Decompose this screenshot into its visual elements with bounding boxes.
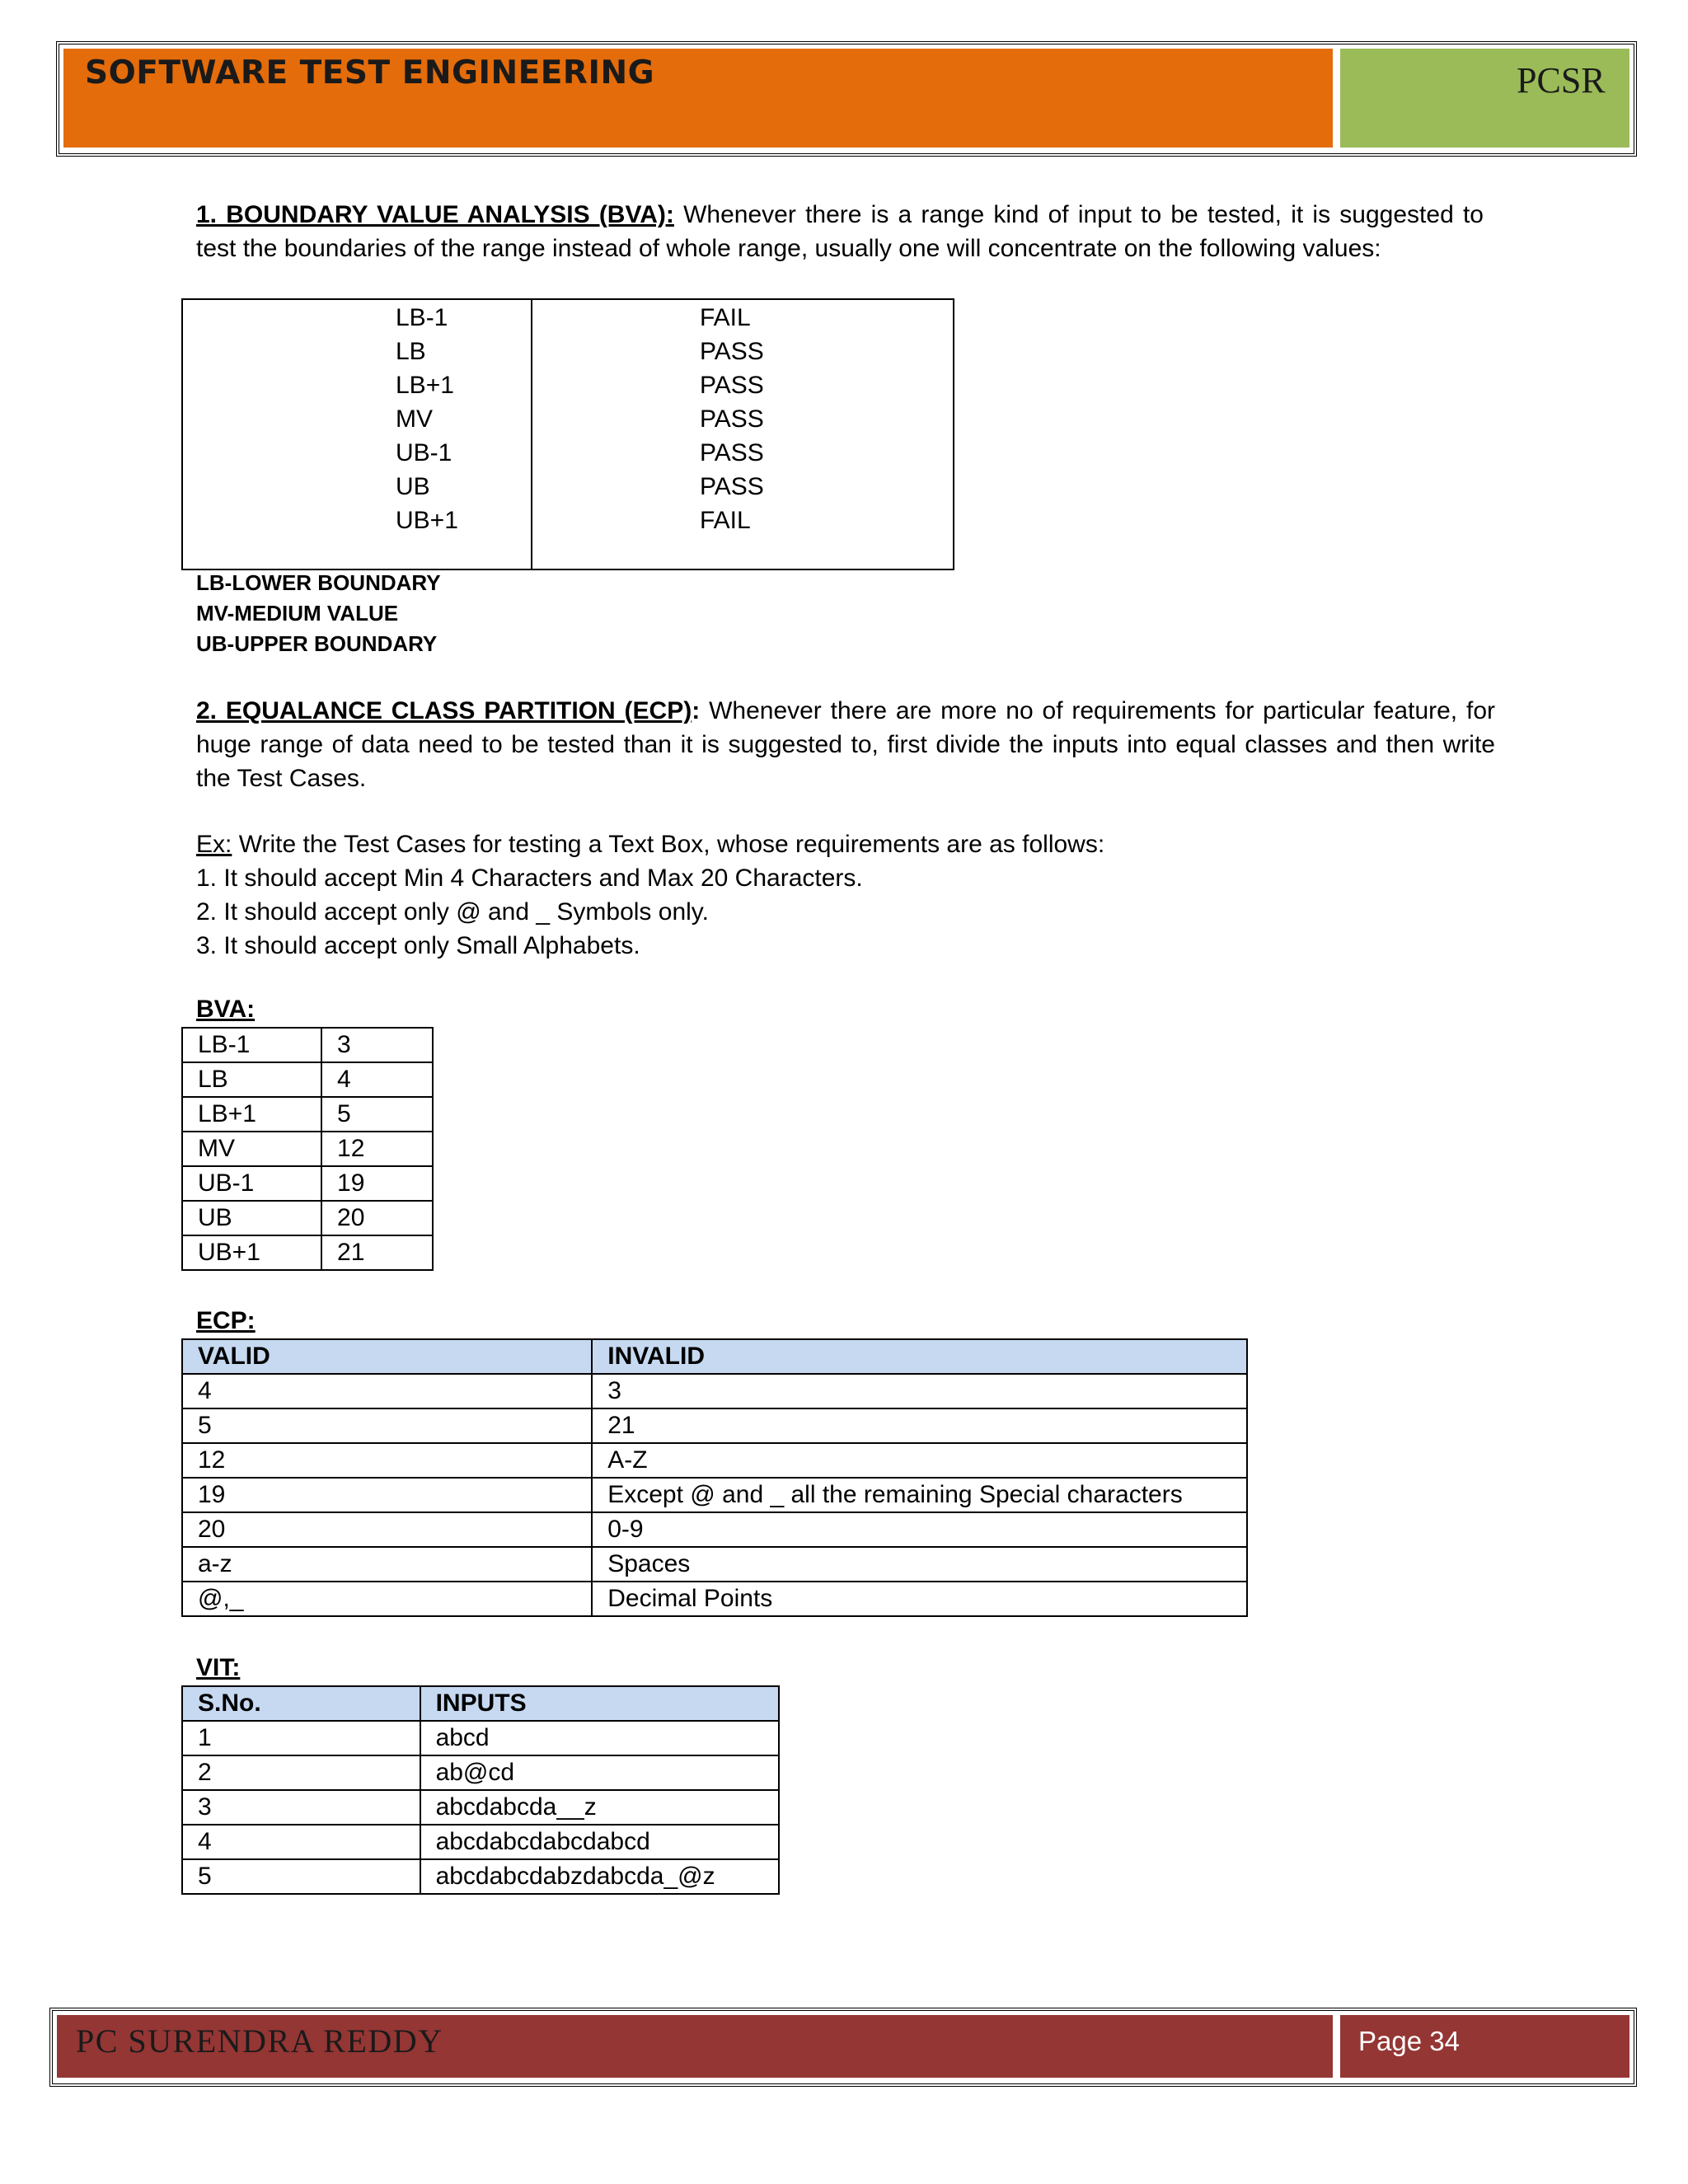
table-row [182, 1097, 433, 1132]
bva-result: PASS [700, 372, 764, 399]
table-cell: 3 [592, 1374, 1247, 1408]
page-number: Page 34 [1358, 2026, 1460, 2056]
table-cell: A-Z [592, 1443, 1247, 1478]
ecp-heading-colon: : [692, 697, 701, 724]
table-cell: a-z [182, 1547, 592, 1582]
bva-value: LB+1 [396, 372, 454, 399]
table-cell: 20 [321, 1201, 433, 1235]
table-cell: LB-1 [182, 1028, 321, 1062]
table-cell: 5 [321, 1097, 433, 1132]
table-cell: 4 [321, 1062, 433, 1097]
table-row [182, 1166, 433, 1201]
bva-result: FAIL [700, 507, 751, 534]
table-row [182, 1547, 1247, 1582]
table-cell: ab@cd [420, 1755, 779, 1790]
bva-text: Whenever there is a range kind of input to be tested, it is suggested to test the boundaries of the range instead of whole range, usually one will concentrate on the following values: [196, 201, 1484, 262]
requirement-item: 1. It should accept Min 4 Characters and Max 20 Characters. [196, 865, 863, 892]
legend-item: MV-MEDIUM VALUE [196, 601, 399, 626]
table-row [182, 1062, 433, 1097]
bva-value: LB-1 [396, 304, 448, 331]
header-cell: INPUTS [420, 1686, 779, 1721]
table-header-row [182, 1686, 779, 1721]
bva-paragraph [196, 198, 1484, 265]
table-cell: UB+1 [182, 1235, 321, 1270]
table-cell: LB [182, 1062, 321, 1097]
ecp-table [181, 1338, 1248, 1617]
header-cell: INVALID [592, 1339, 1247, 1374]
table-cell: 3 [182, 1790, 420, 1825]
header-cell: VALID [182, 1339, 592, 1374]
ecp-heading: 2. EQUALANCE CLASS PARTITION (ECP) [196, 697, 692, 724]
table-cell: @,_ [182, 1582, 592, 1616]
table-cell: 4 [182, 1825, 420, 1859]
table-cell: LB+1 [182, 1097, 321, 1132]
bva-table-label: BVA: [196, 996, 256, 1023]
bva-value: LB [396, 338, 426, 365]
table-cell: UB [182, 1201, 321, 1235]
footer-author: PC SURENDRA REDDY [76, 2022, 443, 2060]
bva-legend [196, 568, 441, 659]
bva-results-column [700, 301, 764, 537]
bva-value: MV [396, 405, 433, 433]
table-row [182, 1374, 1247, 1408]
table-cell: abcd [420, 1721, 779, 1755]
table-cell: abcdabcda__z [420, 1790, 779, 1825]
table-row [182, 1478, 1247, 1512]
bva-values-column [396, 301, 458, 537]
table-cell: 19 [182, 1478, 592, 1512]
table-cell: 2 [182, 1755, 420, 1790]
example-label: Ex: [196, 831, 232, 858]
document-title: SOFTWARE TEST ENGINEERING [85, 54, 655, 91]
table-cell: 5 [182, 1859, 420, 1894]
table-cell: abcdabcdabcdabcd [420, 1825, 779, 1859]
legend-item: UB-UPPER BOUNDARY [196, 631, 438, 656]
table-cell: Except @ and _ all the remaining Special characters [592, 1478, 1247, 1512]
bva-values-table [181, 298, 954, 570]
table-cell: 21 [592, 1408, 1247, 1443]
table-row [182, 1028, 433, 1062]
ecp-text: Whenever there are more no of requirements for particular feature, for huge range of data need to be tested than it is suggested to, first divide the inputs into equal classes and then write the Test Cases. [196, 697, 1496, 792]
table-row [182, 1132, 433, 1166]
bva-table [181, 1027, 434, 1271]
bva-value: UB+1 [396, 507, 458, 534]
brand-mark: PCSR [1517, 60, 1606, 101]
bva-result: PASS [700, 439, 764, 466]
table-cell: 12 [321, 1132, 433, 1166]
bva-value: UB-1 [396, 439, 452, 466]
table-row [182, 1721, 779, 1755]
table-cell: MV [182, 1132, 321, 1166]
bva-result: PASS [700, 338, 764, 365]
table-cell: 5 [182, 1408, 592, 1443]
table-cell: abcdabcdabzdabcda_@z [420, 1859, 779, 1894]
bva-value: UB [396, 473, 430, 500]
requirement-item: 3. It should accept only Small Alphabets. [196, 932, 640, 959]
table-cell: 19 [321, 1166, 433, 1201]
vit-table-label: VIT: [196, 1654, 241, 1681]
table-row [182, 1790, 779, 1825]
example-block [196, 827, 1495, 963]
ecp-table-label: ECP: [196, 1307, 256, 1334]
table-row [182, 1443, 1247, 1478]
bva-result: PASS [700, 473, 764, 500]
header-cell: S.No. [182, 1686, 420, 1721]
table-row [182, 1408, 1247, 1443]
table-cell: 1 [182, 1721, 420, 1755]
table-cell: 12 [182, 1443, 592, 1478]
table-row [182, 1512, 1247, 1547]
table-row [182, 1755, 779, 1790]
table-cell: 20 [182, 1512, 592, 1547]
table-row [182, 1235, 433, 1270]
table-cell: Spaces [592, 1547, 1247, 1582]
table-row [182, 1859, 779, 1894]
table-cell: 0-9 [592, 1512, 1247, 1547]
table-cell: UB-1 [182, 1166, 321, 1201]
table-row [182, 1825, 779, 1859]
table-cell: 4 [182, 1374, 592, 1408]
table-cell: 3 [321, 1028, 433, 1062]
bva-heading: 1. BOUNDARY VALUE ANALYSIS (BVA): [196, 201, 674, 228]
bva-result: FAIL [700, 304, 751, 331]
vit-table [181, 1685, 780, 1895]
example-text: Write the Test Cases for testing a Text Box, whose requirements are as follows: [232, 831, 1105, 858]
ecp-paragraph [196, 694, 1495, 795]
table-row [182, 1582, 1247, 1616]
bva-result: PASS [700, 405, 764, 433]
table-row [182, 1201, 433, 1235]
table-cell: 21 [321, 1235, 433, 1270]
table-header-row [182, 1339, 1247, 1374]
requirement-item: 2. It should accept only @ and _ Symbols only. [196, 898, 709, 926]
bva-values-table-divider [531, 298, 532, 570]
legend-item: LB-LOWER BOUNDARY [196, 570, 441, 595]
table-cell: Decimal Points [592, 1582, 1247, 1616]
